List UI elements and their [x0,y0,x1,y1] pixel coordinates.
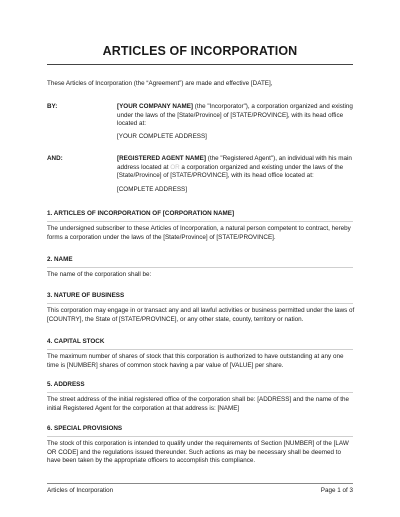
section-6-rule [47,436,353,437]
by-address: [YOUR COMPLETE ADDRESS] [117,133,207,140]
document-title: ARTICLES OF INCORPORATION [102,44,298,58]
section-2-body: The name of the corporation shall be: [47,271,152,278]
section-2-rule [47,267,353,268]
section-1-body: The undersigned subscriber to these Articles of Incorporation, a natural person competent to contract, hereby forms a corporation under the laws of the [State/Province] of [STATE/PROVINCE]. [47,225,351,241]
section-2-heading: 2. NAME [47,256,73,263]
and-label: AND: [47,155,63,162]
section-3-rule [47,303,353,304]
section-4-heading: 4. CAPITAL STOCK [47,338,105,345]
section-5-heading: 5. ADDRESS [47,381,85,388]
agent-name-placeholder: [REGISTERED AGENT NAME] [117,155,206,162]
section-1-heading: 1. ARTICLES OF INCORPORATION OF [CORPORATION NAME] [47,210,235,217]
section-1-rule [47,221,353,222]
or-marker: OR [170,163,180,171]
company-name-placeholder: [YOUR COMPANY NAME] [117,103,194,110]
title-rule [47,64,353,65]
and-address: [COMPLETE ADDRESS] [117,186,187,193]
section-3-heading: 3. NATURE OF BUSINESS [47,292,125,299]
by-paragraph [117,103,355,129]
and-text-a: (the "Registered Agent"), an individual with his main address located at [117,155,352,171]
footer-page-number: Page 1 of 3 [320,487,353,494]
intro-text: These Articles of Incorporation (the “Agreement”) are made and effective [DATE], [47,80,273,87]
by-label: BY: [47,103,58,110]
section-4-body: The maximum number of shares of stock that this corporation is authorized to have outstanding at any one time is [NUMBER] shares of common stock having a par value of [VALUE] per share. [47,353,344,369]
section-4-rule [47,349,353,350]
footer-rule [47,483,353,484]
section-5-body: The street address of the initial registered office of the corporation shall be: [ADDRESS] and the name of the initial Registered Agent for the corporation at that address is: [NAME] [47,396,349,412]
section-5-rule [47,392,353,393]
section-6-heading: 6. SPECIAL PROVISIONS [47,425,123,432]
section-3-body: This corporation may engage in or transact any and all lawful activities or business permitted under the laws of [COUNTRY], the State of [STATE/PROVINCE], or any other state, county, territory or nation. [47,307,355,323]
and-paragraph [117,155,355,181]
footer-document-name: Articles of Incorporation [47,487,114,494]
section-6-body: The stock of this corporation is intended to qualify under the requirements of Section [NUMBER] of the [LAW OR CODE] and the regulations issued thereunder. Such actions as may be necessary shall be deemed to have been taken by the appropriate officers to accomplish this compliance. [47,440,349,465]
and-text-b: a corporation organized and existing under the laws of the [State/Province] of [STATE/PROVINCE], with its head office located at: [117,163,344,180]
by-text: (the "Incorporator"), a corporation organized and existing under the laws of the [State/Province] of [STATE/PROVINCE], with its head office located at: [117,103,353,128]
